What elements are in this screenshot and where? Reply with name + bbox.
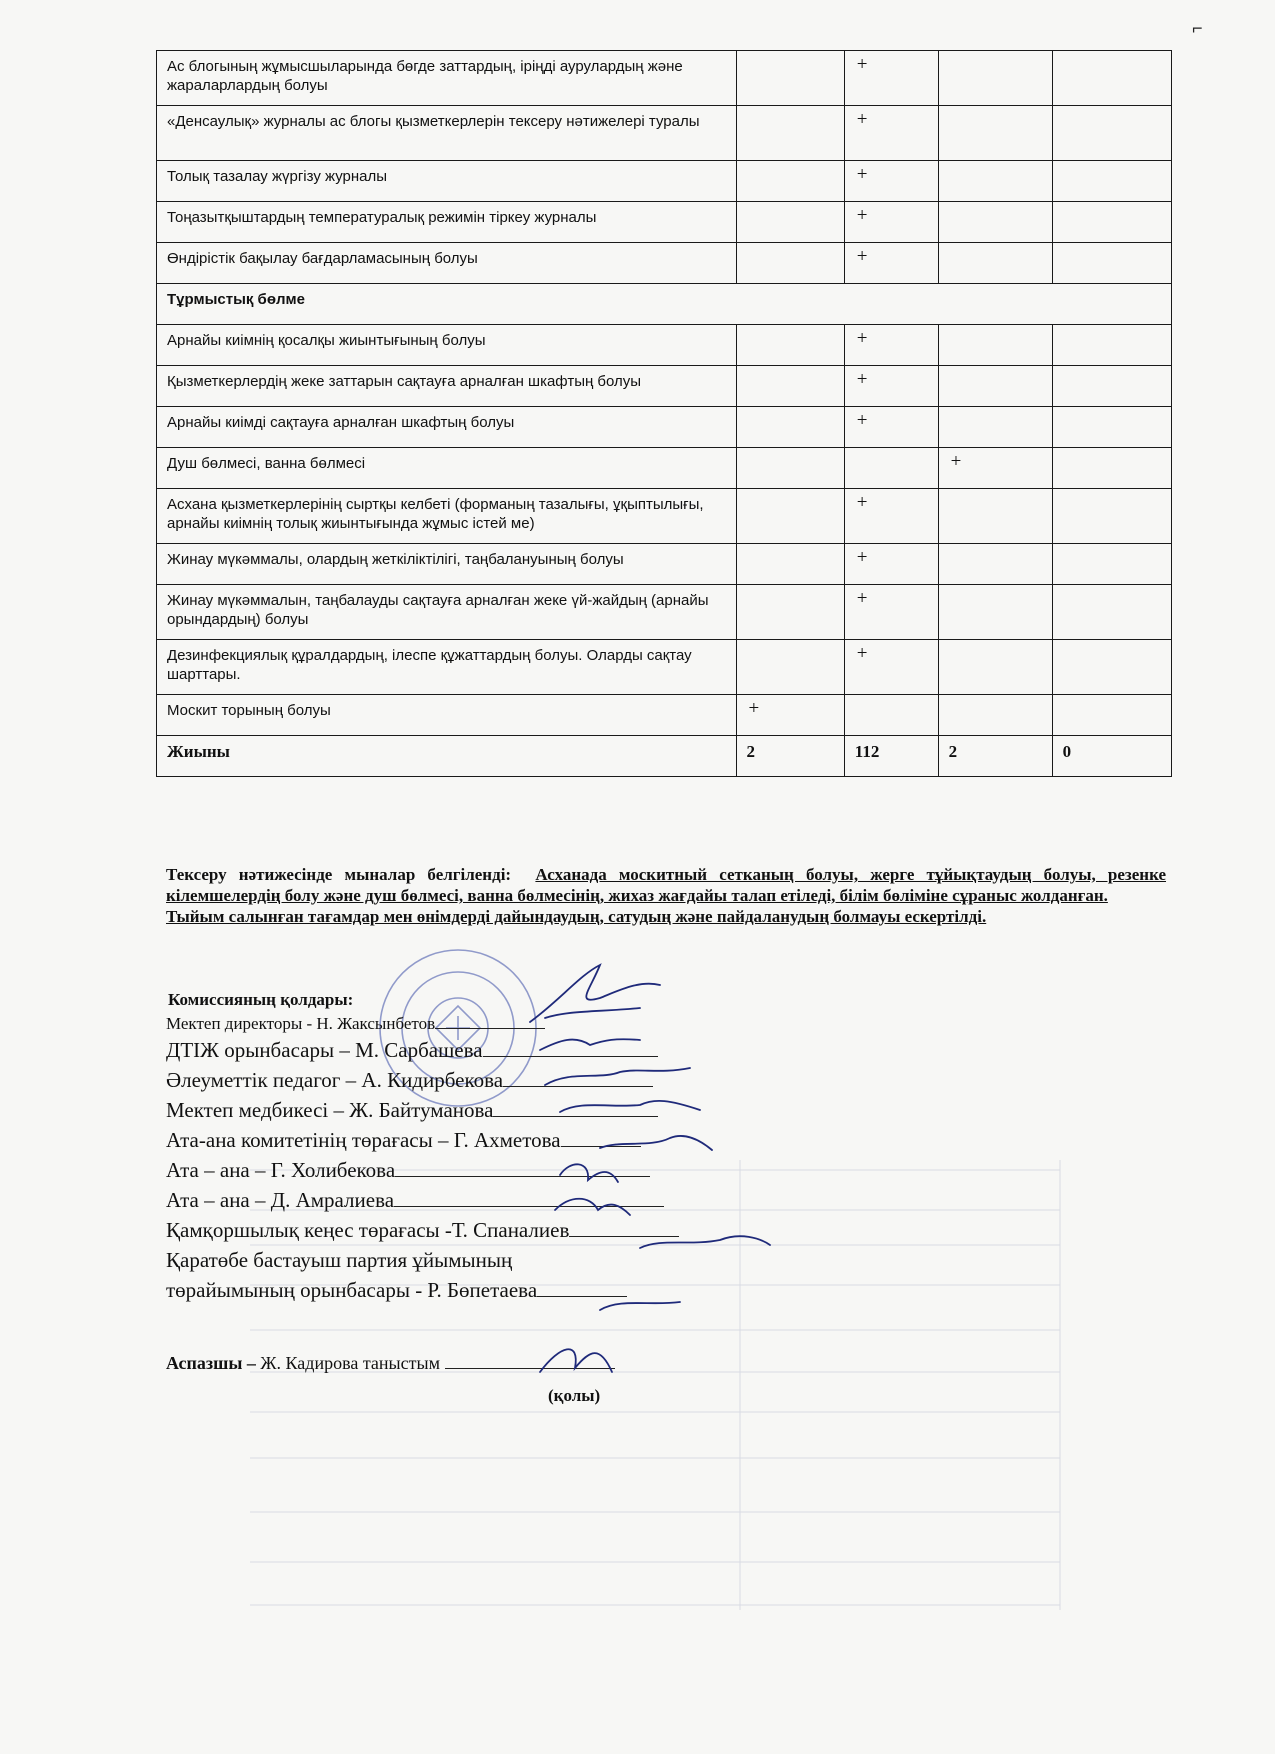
section-title: Тұрмыстық бөлме xyxy=(157,284,1172,325)
total-c3: 2 xyxy=(938,736,1052,777)
mark-c2: + xyxy=(844,407,938,448)
mark-c3 xyxy=(938,106,1052,161)
mark-c3 xyxy=(938,407,1052,448)
mark-c4 xyxy=(1052,640,1171,695)
mark-c3 xyxy=(938,161,1052,202)
table-row xyxy=(157,544,1172,585)
member-name: Ата – ана – Г. Холибекова xyxy=(166,1158,396,1182)
mark-c2 xyxy=(844,695,938,736)
commission-title: Комиссияның қолдары: xyxy=(168,990,354,1009)
criterion-text: Ас блогының жұмысшыларында бөгде заттардың, іріңді аурулардың және жараларлардың болуы xyxy=(157,51,737,106)
total-c1: 2 xyxy=(736,736,844,777)
mark-c1 xyxy=(736,106,844,161)
commission-member xyxy=(166,1125,886,1155)
mark-c2: + xyxy=(844,640,938,695)
criterion-text: «Денсаулық» журналы ас блогы қызметкерлерін тексеру нәтижелері туралы xyxy=(157,106,737,161)
commission-member xyxy=(166,1035,886,1065)
signature-line xyxy=(435,1010,545,1029)
commission-member xyxy=(166,1010,886,1035)
cook-signature-line xyxy=(445,1350,615,1369)
mark-c1 xyxy=(736,544,844,585)
mark-c1: + xyxy=(736,695,844,736)
mark-c1 xyxy=(736,51,844,106)
criterion-text: Арнайы киімнің қосалқы жиынтығының болуы xyxy=(157,325,737,366)
mark-c3 xyxy=(938,544,1052,585)
criterion-text: Өндірістік бақылау бағдарламасының болуы xyxy=(157,243,737,284)
member-name: төрайымының орынбасары - Р. Бөпетаева xyxy=(166,1278,538,1302)
table-row xyxy=(157,51,1172,106)
table-row xyxy=(157,695,1172,736)
table-row xyxy=(157,202,1172,243)
table-row xyxy=(157,243,1172,284)
signature-line xyxy=(395,1158,650,1177)
mark-c1 xyxy=(736,489,844,544)
mark-c3: + xyxy=(938,448,1052,489)
signature-line xyxy=(493,1098,658,1117)
commission-member xyxy=(166,1155,886,1185)
mark-c1 xyxy=(736,161,844,202)
cook-acknowledgement xyxy=(166,1350,615,1374)
criterion-text: Арнайы киімді сақтауға арналған шкафтың болуы xyxy=(157,407,737,448)
total-c2: 112 xyxy=(844,736,938,777)
mark-c3 xyxy=(938,640,1052,695)
criterion-text: Жинау мүкәммалы, олардың жеткіліктілігі, таңбалануының болуы xyxy=(157,544,737,585)
criterion-text: Жинау мүкәммалын, таңбалауды сақтауға арналған жеке үй-жайдың (арнайы орындардың) болуы xyxy=(157,585,737,640)
mark-c4 xyxy=(1052,325,1171,366)
signature-line xyxy=(503,1068,653,1087)
total-row xyxy=(157,736,1172,777)
findings-text-1: Асханада москитный сетканың болуы, жерге тұйықтаудың болуы, резенке кілемшелердің болу және душ бөлмесі, ванна бөлмесінің, жихаз жағдайы талап етіледі, білім бөліміне сұраныс жолданған. xyxy=(166,865,1167,905)
criterion-text: Қызметкерлердің жеке заттарын сақтауға арналған шкафтың болуы xyxy=(157,366,737,407)
mark-c2: + xyxy=(844,202,938,243)
mark-c3 xyxy=(938,695,1052,736)
table-row xyxy=(157,585,1172,640)
mark-c4 xyxy=(1052,407,1171,448)
signature-line xyxy=(561,1128,641,1147)
mark-c4 xyxy=(1052,366,1171,407)
commission-member xyxy=(166,1215,886,1245)
mark-c2: + xyxy=(844,585,938,640)
mark-c4 xyxy=(1052,106,1171,161)
edge-mark: ⌐ xyxy=(1192,18,1203,38)
commission-member xyxy=(166,1065,886,1095)
mark-c4 xyxy=(1052,243,1171,284)
criterion-text: Москит торының болуы xyxy=(157,695,737,736)
commission-signatures xyxy=(166,990,886,1305)
mark-c3 xyxy=(938,202,1052,243)
cook-role: Аспазшы – xyxy=(166,1353,256,1373)
mark-c3 xyxy=(938,489,1052,544)
mark-c4 xyxy=(1052,544,1171,585)
member-name: Ата-ана комитетінің төрағасы – Г. Ахметова xyxy=(166,1128,561,1152)
mark-c4 xyxy=(1052,695,1171,736)
commission-member xyxy=(166,1275,886,1305)
findings-text-2: Тыйым салынған тағамдар мен өнімдерді дайындаудың, сатудың және пайдаланудың болмауы ескертілді. xyxy=(166,907,987,926)
mark-c4 xyxy=(1052,51,1171,106)
criterion-text: Дезинфекциялық құралдардың, ілеспе құжаттардың болуы. Оларды сақтау шарттары. xyxy=(157,640,737,695)
table-row xyxy=(157,161,1172,202)
mark-c1 xyxy=(736,585,844,640)
signature-line xyxy=(537,1278,627,1297)
table-row xyxy=(157,325,1172,366)
criterion-text: Асхана қызметкерлерінің сыртқы келбеті (форманың тазалығы, ұқыптылығы, арнайы киімнің толық жиынтығында жұмыс істей ме) xyxy=(157,489,737,544)
member-name: ДТІЖ орынбасары – М. Сарбашева xyxy=(166,1038,483,1062)
commission-member xyxy=(166,1095,886,1125)
total-c4: 0 xyxy=(1052,736,1171,777)
criterion-text: Толық тазалау жүргізу журналы xyxy=(157,161,737,202)
signature-line xyxy=(394,1188,664,1207)
table-row xyxy=(157,448,1172,489)
mark-c1 xyxy=(736,243,844,284)
mark-c3 xyxy=(938,243,1052,284)
mark-c3 xyxy=(938,366,1052,407)
member-name: Қамқоршылық кеңес төрағасы -Т. Спаналиев xyxy=(166,1218,570,1242)
mark-c3 xyxy=(938,51,1052,106)
mark-c2: + xyxy=(844,544,938,585)
mark-c1 xyxy=(736,202,844,243)
signature-line xyxy=(569,1218,679,1237)
cook-name: Ж. Кадирова xyxy=(260,1353,359,1373)
mark-c1 xyxy=(736,366,844,407)
mark-c1 xyxy=(736,407,844,448)
mark-c2: + xyxy=(844,161,938,202)
member-name: Әлеуметтік педагог – А. Кидирбекова xyxy=(166,1068,504,1092)
checklist-table xyxy=(156,50,1172,777)
table-row xyxy=(157,407,1172,448)
mark-c2: + xyxy=(844,106,938,161)
mark-c3 xyxy=(938,325,1052,366)
mark-c2: + xyxy=(844,489,938,544)
section-row xyxy=(157,284,1172,325)
table-row xyxy=(157,489,1172,544)
mark-c4 xyxy=(1052,489,1171,544)
member-name: Мектеп директоры - Н. Жаксынбетов xyxy=(166,1014,436,1033)
mark-c2: + xyxy=(844,243,938,284)
mark-c2: + xyxy=(844,366,938,407)
table-row xyxy=(157,640,1172,695)
commission-member xyxy=(166,1185,886,1215)
mark-c4 xyxy=(1052,161,1171,202)
total-label: Жиыны xyxy=(157,736,737,777)
inspection-findings xyxy=(166,864,1166,927)
mark-c1 xyxy=(736,448,844,489)
commission-member xyxy=(166,1245,886,1275)
mark-c1 xyxy=(736,640,844,695)
findings-lead: Тексеру нәтижесінде мыналар белгіленді: xyxy=(166,865,512,884)
criterion-text: Душ бөлмесі, ванна бөлмесі xyxy=(157,448,737,489)
mark-c3 xyxy=(938,585,1052,640)
mark-c4 xyxy=(1052,585,1171,640)
table-row xyxy=(157,366,1172,407)
member-name: Ата – ана – Д. Амралиева xyxy=(166,1188,395,1212)
mark-c2 xyxy=(844,448,938,489)
mark-c1 xyxy=(736,325,844,366)
table-row xyxy=(157,106,1172,161)
member-name: Қаратөбе бастауыш партия ұйымының xyxy=(166,1248,513,1272)
mark-c2: + xyxy=(844,325,938,366)
signature-caption: (қолы) xyxy=(548,1386,601,1405)
mark-c2: + xyxy=(844,51,938,106)
signature-line xyxy=(483,1038,658,1057)
mark-c4 xyxy=(1052,448,1171,489)
criterion-text: Тоңазытқыштардың температуралық режимін тіркеу журналы xyxy=(157,202,737,243)
cook-ack: таныстым xyxy=(362,1353,440,1373)
member-name: Мектеп медбикесі – Ж. Байтуманова xyxy=(166,1098,494,1122)
mark-c4 xyxy=(1052,202,1171,243)
